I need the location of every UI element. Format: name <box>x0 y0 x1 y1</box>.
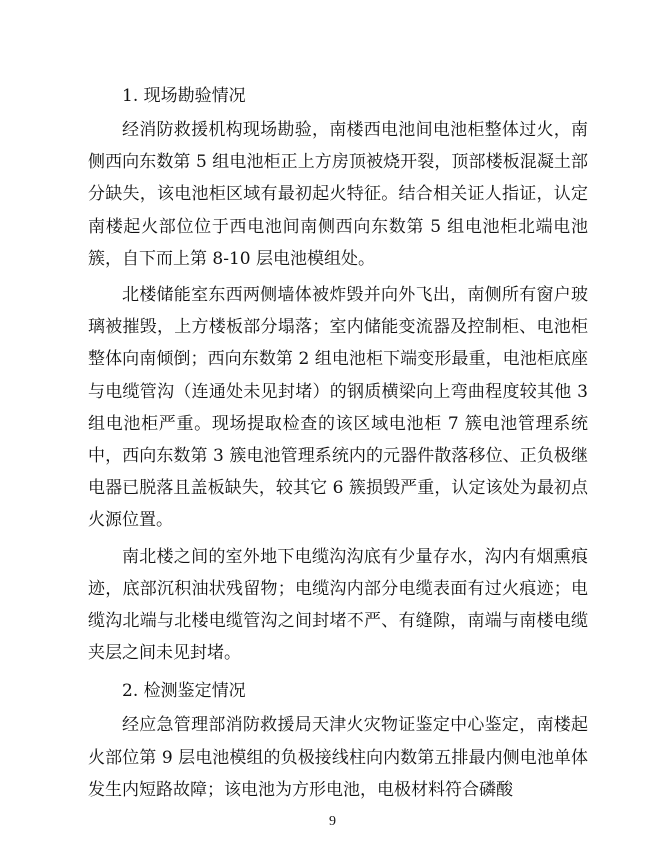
section-heading-testing: 2. 检测鉴定情况 <box>122 681 246 702</box>
document-body <box>88 78 588 810</box>
paragraph-north-building-ignition: 北楼储能室东西两侧墙体被炸毁并向外飞出，南侧所有窗户玻璃被摧毁，上方楼板部分塌落；室内储能变流器及控制柜、电池柜整体向南倾倒；西向东数第 2 组电池柜下端变形最重，电池柜底座与电缆管沟（连通处未见封堵）的钢质横梁向上弯曲程度较其他 3 组电池柜严重。现场提取检查的该区域电池柜 7 簇电池管理系统中，西向东数第 3 簇电池管理系统内的元器件散落移位、正负极继电器已脱落且盖板缺失，较其它 6 簇损毁严重，认定该处为最初点火源位置。 <box>88 285 588 531</box>
page-number: 9 <box>329 814 336 829</box>
paragraph-forensic-result: 经应急管理部消防救援局天津火灾物证鉴定中心鉴定，南楼起火部位第 9 层电池模组的负极接线柱向内数第五排最内侧电池单体发生内短路故障；该电池为方形电池，电极材料符合磷酸 <box>88 715 588 800</box>
paragraph-south-building-origin: 经消防救援机构现场勘验，南楼西电池间电池柜整体过火，南侧西向东数第 5 组电池柜正上方房顶被烧开裂，顶部楼板混凝土部分缺失，该电池柜区域有最初起火特征。结合相关证人指证，认定南楼起火部位位于西电池间南侧西向东数第 5 组电池柜北端电池簇，自下而上第 8-10 层电池模组处。 <box>88 120 588 269</box>
section-heading-site-survey: 1. 现场勘验情况 <box>122 86 246 106</box>
paragraph-cable-trench: 南北楼之间的室外地下电缆沟沟底有少量存水，沟内有烟熏痕迹，底部沉积油状残留物；电缆沟内部分电缆表面有过火痕迹；电缆沟北端与北楼电缆管沟之间封堵不严、有缝隙，南端与南楼电缆夹层之间未见封堵。 <box>88 546 588 664</box>
